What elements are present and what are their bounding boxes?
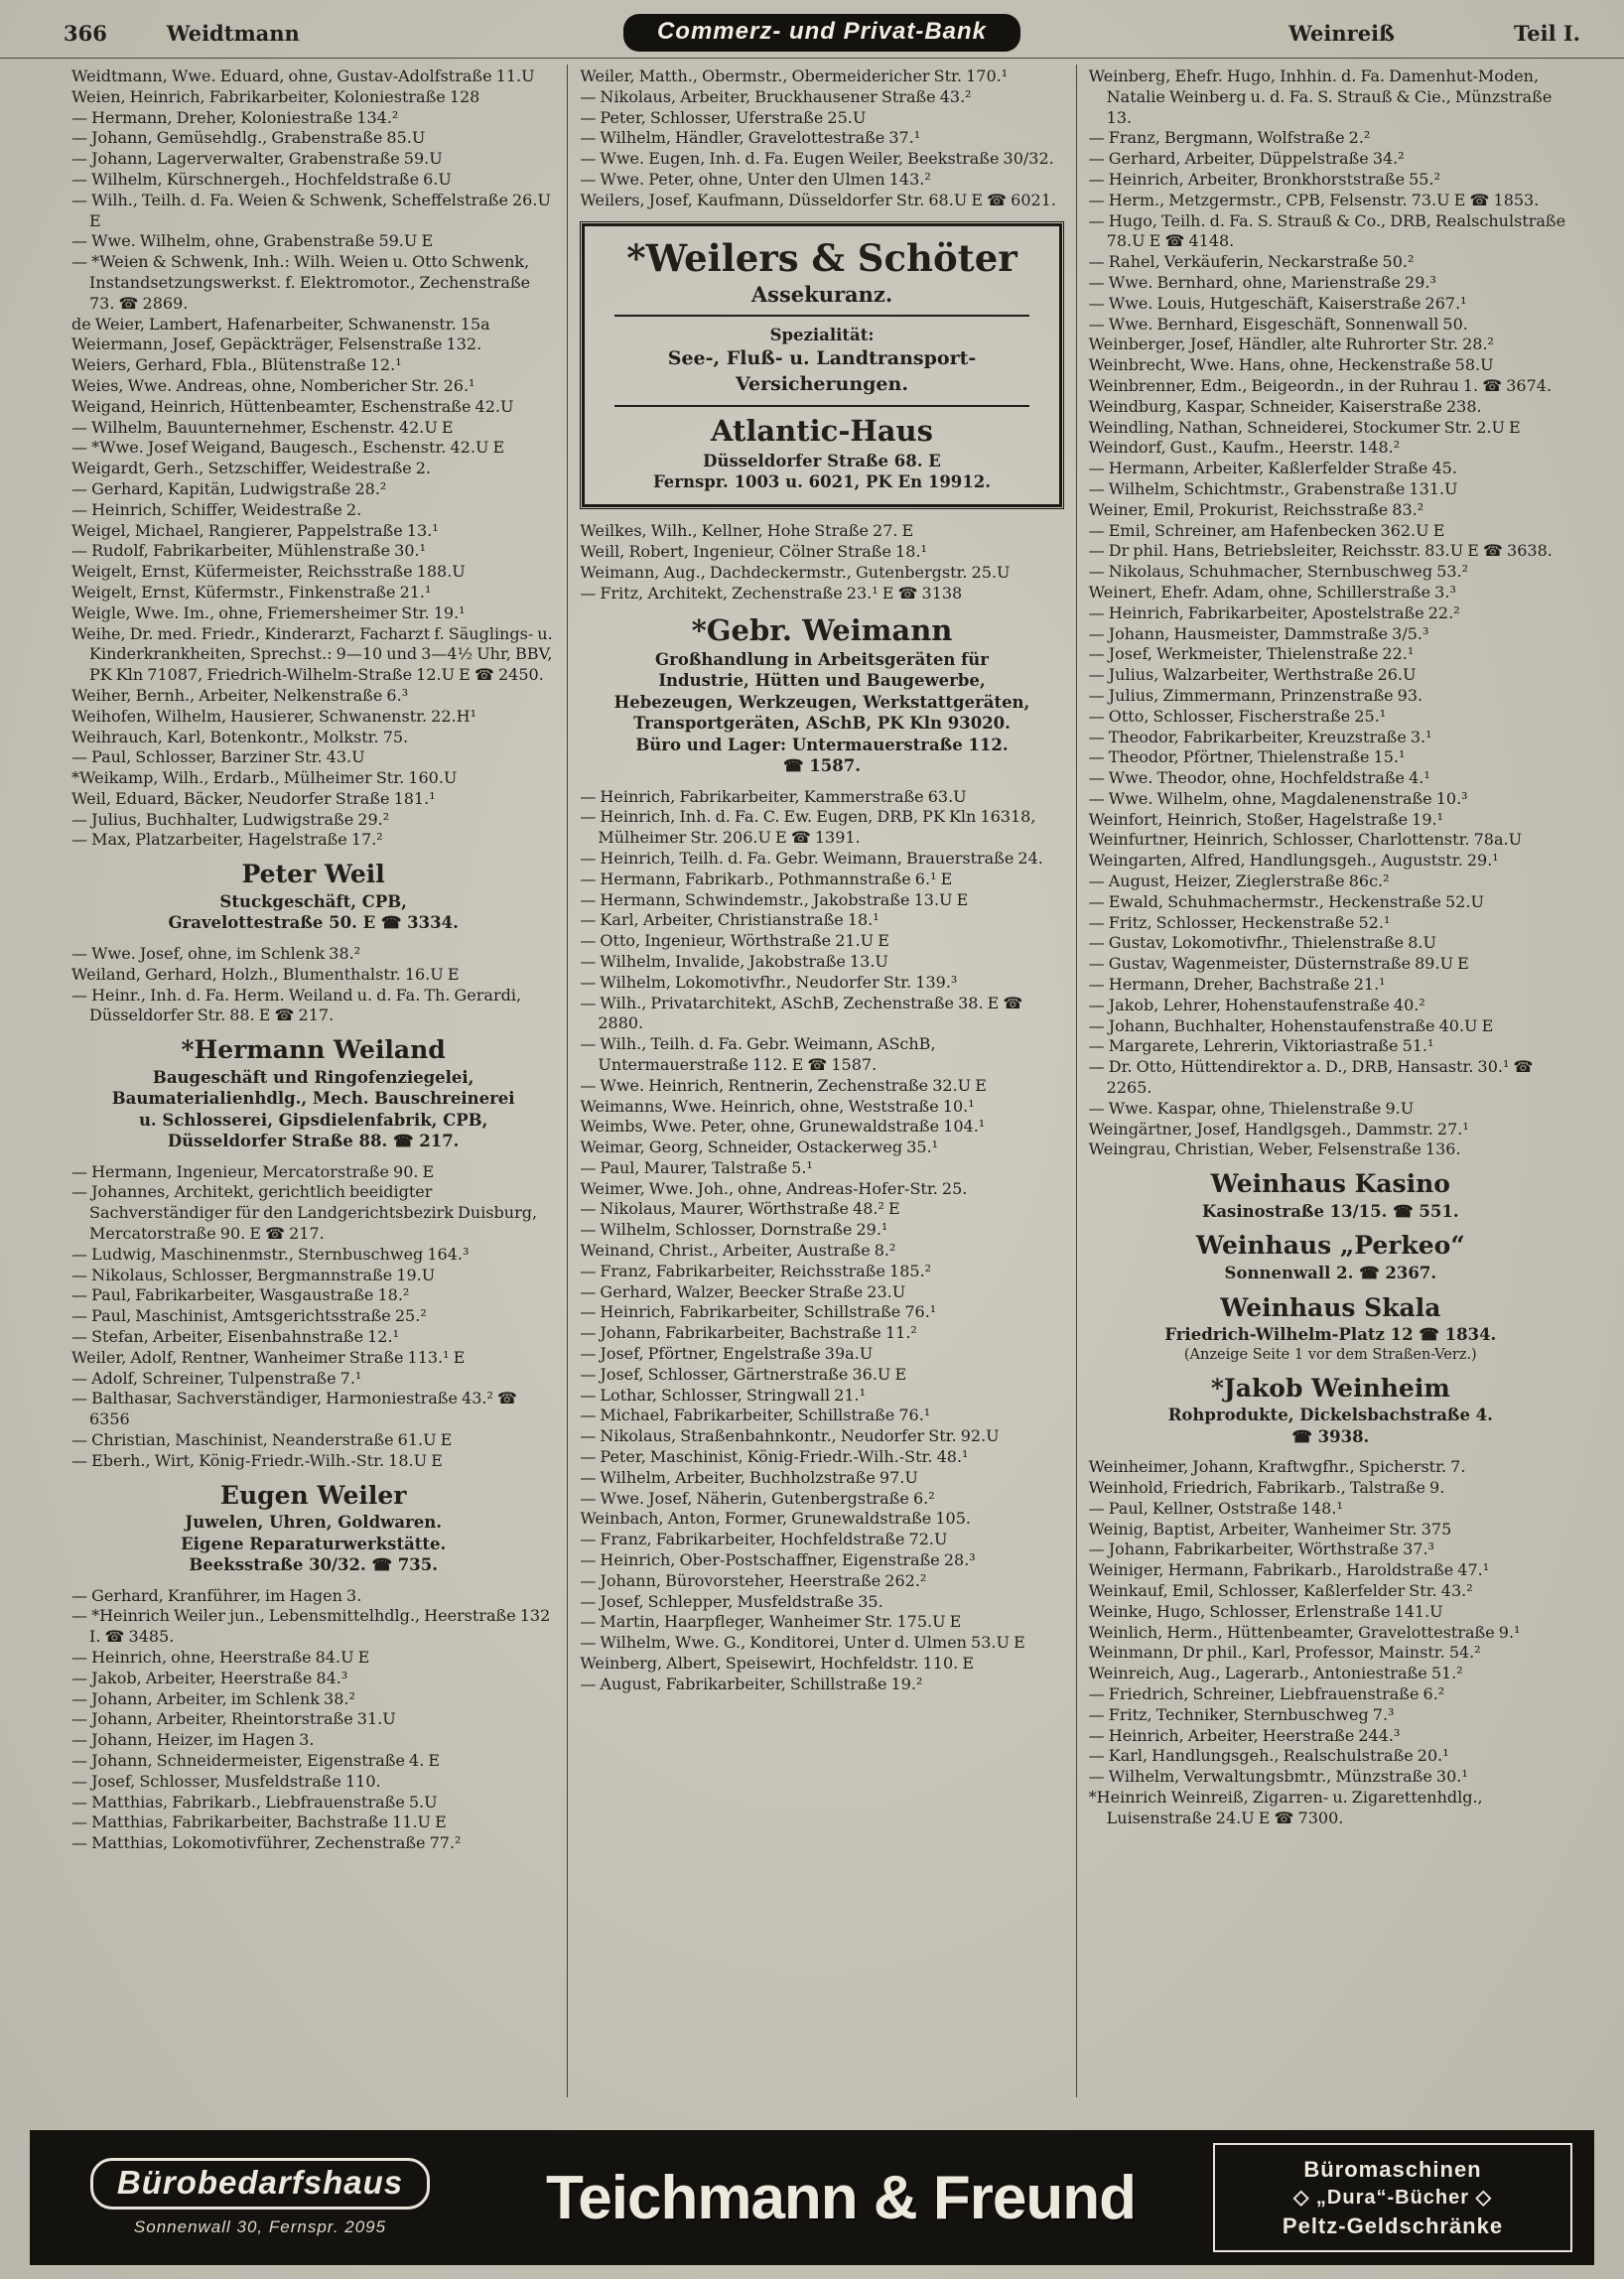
directory-entry: Weinberger, Josef, Händler, alte Ruhrorter Str. 28.²	[1088, 335, 1494, 354]
ad-line: u. Schlosserei, Gipsdielenfabrik, CPB,	[138, 1110, 488, 1130]
directory-entry: — Dr. Otto, Hüttendirektor a. D., DRB, Hansastr. 30.¹ ☎ 2265.	[1088, 1057, 1534, 1098]
ad-line: Weinhaus Kasino	[1210, 1169, 1450, 1199]
ad-line: Weinhaus „Perkeo“	[1195, 1231, 1465, 1261]
directory-entry: — Christian, Maschinist, Neanderstraße 61.U E	[71, 1429, 453, 1449]
ad-line: Eigene Reparaturwerkstätte.	[181, 1534, 447, 1553]
ad-line: Assekuranz.	[750, 282, 893, 308]
directory-entry: — Wwe. Eugen, Inh. d. Fa. Eugen Weiler, Beekstraße 30/32.	[580, 149, 1054, 169]
directory-entry: Weingarten, Alfred, Handlungsgeh., Auguststr. 29.¹	[1088, 851, 1499, 871]
ad-line: *Jakob Weinheim	[1210, 1373, 1450, 1403]
footer-right-line1: Büromaschinen	[1303, 2156, 1482, 2182]
directory-entry: — Gerhard, Walzer, Beecker Straße 23.U	[580, 1281, 906, 1301]
directory-entry: Weigelt, Ernst, Küfermstr., Finkenstraße 21.¹	[71, 582, 432, 602]
directory-entry: — Margarete, Lehrerin, Viktoriastraße 51.¹	[1088, 1036, 1434, 1056]
directory-entry: — Heinrich, Teilh. d. Fa. Gebr. Weimann, Brauerstraße 24.	[580, 848, 1043, 868]
ad-eugen-weiler	[71, 1482, 555, 1576]
directory-entry: Weinheimer, Johann, Kraftwgfhr., Spicherstr. 7.	[1088, 1457, 1466, 1477]
directory-entry: — Wilh., Privatarchitekt, ASchB, Zechenstraße 38. E ☎ 2880.	[580, 993, 1023, 1033]
directory-entry: Weimbs, Wwe. Peter, ohne, Grunewaldstraße 104.¹	[580, 1117, 986, 1137]
directory-entry: — Nikolaus, Straßenbahnkontr., Neudorfer Str. 92.U	[580, 1426, 1000, 1446]
directory-entry: *Weikamp, Wilh., Erdarb., Mülheimer Str. 160.U	[71, 768, 458, 788]
directory-entry: Weiler, Adolf, Rentner, Wanheimer Straße 113.¹ E	[71, 1347, 466, 1367]
directory-entry: — Wilhelm, Arbeiter, Buchholzstraße 97.U	[580, 1467, 918, 1487]
ad-line: Rohprodukte, Dickelsbachstraße 4.	[1167, 1406, 1493, 1425]
directory-entry: — Wilhelm, Händler, Gravelottestraße 37.¹	[580, 128, 921, 148]
directory-entry: — Wilhelm, Verwaltungsbmtr., Münzstraße 30.¹	[1088, 1767, 1468, 1787]
header-banner-text: Commerz- und Privat-Bank	[656, 18, 988, 45]
ad-line: Eugen Weiler	[219, 1480, 407, 1510]
directory-entry: Weiland, Gerhard, Holzh., Blumenthalstr. 16.U E	[71, 964, 460, 984]
directory-entry: Weingrau, Christian, Weber, Felsenstraße 136.	[1088, 1140, 1461, 1159]
directory-entry: Weill, Robert, Ingenieur, Cölner Straße 18.¹	[580, 542, 927, 562]
ad-line: Düsseldorfer Straße 88. ☎ 217.	[167, 1132, 460, 1151]
directory-entry: — Hermann, Dreher, Bachstraße 21.¹	[1088, 975, 1386, 995]
ad-gebr-weimann	[580, 614, 1063, 777]
directory-entry: Weindburg, Kaspar, Schneider, Kaiserstraße 238.	[1088, 396, 1482, 416]
page-header	[0, 0, 1624, 59]
directory-entry: — Heinrich, Inh. d. Fa. C. Ew. Eugen, DRB, PK Kln 16318, Mülheimer Str. 206.U E ☎ 1391.	[580, 807, 1036, 848]
ad-line: Transportgeräten, ASchB, PK Kln 93020.	[633, 714, 1011, 734]
directory-entry: — Rudolf, Fabrikarbeiter, Mühlenstraße 30.¹	[71, 541, 426, 561]
ad-line: (Anzeige Seite 1 vor dem Straßen-Verz.)	[1183, 1346, 1477, 1363]
ad-line: Fernspr. 1003 u. 6021, PK En 19912.	[652, 471, 991, 491]
directory-entry: Weigand, Heinrich, Hüttenbeamter, Eschenstraße 42.U	[71, 396, 514, 416]
ad-line: Versicherungen.	[736, 372, 908, 395]
directory-entry: — Stefan, Arbeiter, Eisenbahnstraße 12.¹	[71, 1326, 399, 1346]
ad-divider	[614, 405, 1028, 407]
directory-entry: Weimann, Aug., Dachdeckermstr., Gutenbergstr. 25.U	[580, 562, 1011, 582]
directory-entry: Weilers, Josef, Kaufmann, Düsseldorfer Str. 68.U E ☎ 6021.	[580, 190, 1056, 209]
footer-right-ad	[1213, 2143, 1572, 2252]
directory-entry: Weinreich, Aug., Lagerarb., Antoniestraße 51.²	[1088, 1664, 1463, 1683]
header-right	[1020, 21, 1580, 46]
directory-entry: — Peter, Maschinist, König-Friedr.-Wilh.-Str. 48.¹	[580, 1447, 969, 1467]
ad-line: Baugeschäft und Ringofenziegelei,	[152, 1067, 474, 1087]
directory-entry: — Hermann, Dreher, Koloniestraße 134.²	[71, 107, 399, 127]
directory-entry: — Johannes, Architekt, gerichtlich beeidigter Sachverständiger für den Landgerichtsbezirk Duisburg, Mercatorstraße 90. E ☎ 217.	[71, 1182, 538, 1243]
directory-entry: — Gerhard, Arbeiter, Düppelstraße 34.²	[1088, 149, 1405, 169]
directory-entry: — Fritz, Schlosser, Heckenstraße 52.¹	[1088, 912, 1391, 932]
ad-weilers-schoeter	[582, 223, 1061, 508]
ad-line: Kasinostraße 13/15. ☎ 551.	[1202, 1201, 1459, 1221]
directory-entry: Weinand, Christ., Arbeiter, Austraße 8.²	[580, 1241, 896, 1261]
directory-entry: Weidtmann, Wwe. Eduard, ohne, Gustav-Adolfstraße 11.U	[71, 67, 535, 85]
ad-line: Düsseldorfer Straße 68. E	[703, 451, 941, 470]
directory-entry: — Franz, Fabrikarbeiter, Hochfeldstraße 72.U	[580, 1530, 948, 1549]
directory-entry: Weinmann, Dr phil., Karl, Professor, Mainstr. 54.²	[1088, 1643, 1481, 1663]
directory-entry: Weiler, Matth., Obermstr., Obermeidericher Str. 170.¹	[580, 67, 1009, 85]
directory-entry: — August, Heizer, Zieglerstraße 86c.²	[1088, 871, 1390, 891]
directory-entry: — Johann, Hausmeister, Dammstraße 3/5.³	[1088, 623, 1429, 643]
directory-entry: — Franz, Fabrikarbeiter, Reichsstraße 185.²	[580, 1261, 932, 1280]
directory-entry: — Fritz, Techniker, Sternbuschweg 7.³	[1088, 1704, 1395, 1724]
directory-entry: — Martin, Haarpfleger, Wanheimer Str. 175.U E	[580, 1612, 962, 1632]
directory-entry: — Wwe. Wilhelm, ohne, Grabenstraße 59.U E	[71, 231, 434, 251]
directory-entry: — Matthias, Lokomotivführer, Zechenstraße 77.²	[71, 1833, 462, 1853]
directory-entry: — Nikolaus, Arbeiter, Bruckhausener Straße 43.²	[580, 86, 972, 106]
directory-entry: Weilkes, Wilh., Kellner, Hohe Straße 27. E	[580, 521, 914, 541]
directory-entry: — *Weien & Schwenk, Inh.: Wilh. Weien u. Otto Schwenk, Instandsetzungswerkst. f. Elektromotor., Zechenstraße 73. ☎ 2869.	[71, 252, 531, 313]
header-left	[64, 21, 623, 46]
directory-entry: — Wwe. Josef, Näherin, Gutenbergstraße 6.²	[580, 1488, 935, 1508]
ad-divider	[614, 315, 1028, 317]
directory-entry: — Hermann, Arbeiter, Kaßlerfelder Straße 45.	[1088, 459, 1457, 478]
directory-entry: — Michael, Fabrikarbeiter, Schillstraße 76.¹	[580, 1406, 931, 1425]
directory-entry: — Paul, Kellner, Oststraße 148.¹	[1088, 1498, 1343, 1518]
directory-entry: — Heinrich, Fabrikarbeiter, Schillstraße 76.¹	[580, 1302, 937, 1322]
directory-entry: — Gerhard, Kapitän, Ludwigstraße 28.²	[71, 478, 387, 498]
ad-line: *Weilers & Schöter	[626, 235, 1017, 280]
directory-entry: — Julius, Walzarbeiter, Werthstraße 26.U	[1088, 665, 1417, 685]
directory-entry: Weiher, Bernh., Arbeiter, Nelkenstraße 6.³	[71, 685, 409, 705]
directory-entry: Weihe, Dr. med. Friedr., Kinderarzt, Facharzt f. Säuglings- u. Kinderkrankheiten, Sprechst.: 9—10 und 3—4½ Uhr, BBV, PK Kln 71087, Friedrich-Wilhelm-Straße 12.U E ☎ 2450.	[71, 623, 553, 685]
directory-entry: — Paul, Fabrikarbeiter, Wasgaustraße 18.²	[71, 1285, 410, 1305]
directory-entry: Weindling, Nathan, Schneiderei, Stockumer Str. 2.U E	[1088, 417, 1521, 437]
page-number: 366	[64, 20, 107, 46]
directory-entry: — Matthias, Fabrikarb., Liebfrauenstraße 5.U	[71, 1792, 438, 1811]
directory-entry: Weinhold, Friedrich, Fabrikarb., Talstraße 9.	[1088, 1478, 1445, 1498]
directory-entry: — Josef, Pförtner, Engelstraße 39a.U	[580, 1344, 874, 1364]
directory-entry: — Wilhelm, Lokomotivfhr., Neudorfer Str. 139.³	[580, 972, 958, 992]
header-part-label: Teil I.	[1514, 20, 1580, 46]
directory-entry: — Johann, Arbeiter, im Schlenk 38.²	[71, 1688, 355, 1708]
directory-entry: Weinert, Ehefr. Adam, ohne, Schillerstraße 3.³	[1088, 582, 1456, 602]
directory-entry: — Wwe. Heinrich, Rentnerin, Zechenstraße 32.U E	[580, 1075, 987, 1095]
directory-entry: — Ewald, Schuhmachermstr., Heckenstraße 52.U	[1088, 891, 1484, 911]
directory-entry: — Josef, Schlosser, Gärtnerstraße 36.U E	[580, 1364, 907, 1384]
directory-entry: — Peter, Schlosser, Uferstraße 25.U	[580, 107, 867, 127]
directory-entry: de Weier, Lambert, Hafenarbeiter, Schwanenstr. 15a	[71, 314, 490, 334]
directory-entry: — Gustav, Wagenmeister, Düsternstraße 89.U E	[1088, 954, 1469, 974]
directory-entry: — Johann, Buchhalter, Hohenstaufenstraße 40.U E	[1088, 1015, 1494, 1035]
directory-entry: — Johann, Lagerverwalter, Grabenstraße 59.U	[71, 149, 443, 169]
directory-entry: Weinberg, Ehefr. Hugo, Inhhin. d. Fa. Damenhut-Moden, Natalie Weinberg u. d. Fa. S. Strauß & Cie., Münzstraße 13.	[1088, 67, 1553, 127]
directory-entry: — Wilh., Teilh. d. Fa. Weien & Schwenk, Scheffelstraße 26.U E	[71, 190, 551, 230]
directory-entry: Weiers, Gerhard, Fbla., Blütenstraße 12.¹	[71, 355, 402, 375]
directory-entry: — Heinrich, Fabrikarbeiter, Kammerstraße 63.U	[580, 786, 967, 806]
ad-line: Spezialität:	[769, 326, 875, 345]
directory-entry: Weigel, Michael, Rangierer, Pappelstraße 13.¹	[71, 520, 439, 540]
header-guide-left: Weidtmann	[166, 20, 300, 46]
ad-jakob-weinheim	[1089, 1375, 1572, 1448]
ad-line: Baumaterialienhdlg., Mech. Bauschreinerei	[111, 1089, 515, 1109]
directory-entry: — Lothar, Schlosser, Stringwall 21.¹	[580, 1385, 867, 1405]
directory-entry: *Heinrich Weinreiß, Zigarren- u. Zigarettenhdlg., Luisenstraße 24.U E ☎ 7300.	[1088, 1788, 1483, 1827]
directory-entry: — Eberh., Wirt, König-Friedr.-Wilh.-Str. 18.U E	[71, 1450, 443, 1470]
directory-entry: — Nikolaus, Schlosser, Bergmannstraße 19.U	[71, 1265, 436, 1284]
directory-entry: — Julius, Zimmermann, Prinzenstraße 93.	[1088, 685, 1423, 705]
directory-entry: — Hermann, Ingenieur, Mercatorstraße 90. E	[71, 1161, 435, 1181]
directory-entry: Weinberg, Albert, Speisewirt, Hochfeldstr. 110. E	[580, 1654, 974, 1674]
directory-entry: Weihrauch, Karl, Botenkontr., Molkstr. 75.	[71, 727, 409, 746]
directory-entry: — Johann, Fabrikarbeiter, Wörthstraße 37.³	[1088, 1540, 1434, 1559]
ad-line: Gravelottestraße 50. E ☎ 3334.	[168, 913, 459, 933]
directory-entry: — Johann, Bürovorsteher, Heerstraße 262.²	[580, 1570, 927, 1590]
directory-entry: — Otto, Ingenieur, Wörthstraße 21.U E	[580, 931, 889, 951]
directory-entry: Weinbach, Anton, Former, Grunewaldstraße 105.	[580, 1509, 971, 1529]
directory-entry: — Wwe. Bernhard, ohne, Marienstraße 29.³	[1088, 272, 1436, 292]
directory-entry: Weigardt, Gerh., Setzschiffer, Weidestraße 2.	[71, 459, 432, 478]
directory-entry: Weinfurtner, Heinrich, Schlosser, Charlottenstr. 78a.U	[1088, 830, 1523, 850]
directory-entry: — Wilhelm, Schlosser, Dornstraße 29.¹	[580, 1220, 888, 1240]
ad-line: Friedrich-Wilhelm-Platz 12 ☎ 1834.	[1164, 1325, 1497, 1345]
directory-entry: — Heinrich, Ober-Postschaffner, Eigenstraße 28.³	[580, 1550, 976, 1570]
directory-entry: — Paul, Maurer, Talstraße 5.¹	[580, 1157, 813, 1177]
ad-line: Atlantic-Haus	[710, 414, 933, 449]
directory-entry: — Wwe. Theodor, ohne, Hochfeldstraße 4.¹	[1088, 768, 1430, 788]
ad-hermann-weiland	[71, 1036, 555, 1152]
directory-entry: — Heinrich, Fabrikarbeiter, Apostelstraße 22.²	[1088, 603, 1460, 622]
directory-entry: — Nikolaus, Maurer, Wörthstraße 48.² E	[580, 1199, 900, 1219]
directory-entry: — Max, Platzarbeiter, Hagelstraße 17.²	[71, 830, 383, 850]
directory-entry: — Gerhard, Kranführer, im Hagen 3.	[71, 1585, 362, 1605]
directory-entry: — Adolf, Schreiner, Tulpenstraße 7.¹	[71, 1368, 362, 1388]
ad-line: Juwelen, Uhren, Goldwaren.	[185, 1513, 442, 1533]
ad-line: Stuckgeschäft, CPB,	[219, 892, 407, 912]
directory-entry: Weimanns, Wwe. Heinrich, ohne, Weststraße 10.¹	[580, 1096, 975, 1116]
directory-entry: Weiermann, Josef, Gepäckträger, Felsenstraße 132.	[71, 335, 482, 354]
directory-entry: — Matthias, Fabrikarbeiter, Bachstraße 11.U E	[71, 1812, 447, 1832]
directory-entry: — Paul, Maschinist, Amtsgerichtsstraße 25.²	[71, 1306, 427, 1326]
directory-entry: — Wwe. Josef, ohne, im Schlenk 38.²	[71, 943, 361, 963]
directory-entry: — Wwe. Wilhelm, ohne, Magdalenenstraße 10.³	[1088, 788, 1468, 808]
directory-entry: Weihofen, Wilhelm, Hausierer, Schwanenstr. 22.H¹	[71, 706, 476, 726]
directory-entry: — Balthasar, Sachverständiger, Harmoniestraße 43.² ☎ 6356	[71, 1389, 517, 1429]
footer-left-subtitle: Sonnenwall 30, Fernspr. 2095	[133, 2217, 387, 2236]
directory-entry: — Wwe. Bernhard, Eisgeschäft, Sonnenwall 50.	[1088, 314, 1468, 334]
directory-entry: Weiniger, Hermann, Fabrikarb., Haroldstraße 47.¹	[1088, 1560, 1490, 1580]
ad-line: Peter Weil	[241, 860, 385, 889]
directory-entry: Weinig, Baptist, Arbeiter, Wanheimer Str. 375	[1088, 1519, 1452, 1539]
directory-entry: — Nikolaus, Schuhmacher, Sternbuschweg 53.²	[1088, 562, 1469, 582]
header-guide-right: Weinreiß	[1288, 20, 1396, 46]
directory-entry: — Franz, Bergmann, Wolfstraße 2.²	[1088, 128, 1371, 148]
directory-entry: — Ludwig, Maschinenmstr., Sternbuschweg 164.³	[71, 1244, 470, 1264]
ad-weinhaus-skala	[1089, 1294, 1572, 1365]
directory-entry: — Emil, Schreiner, am Hafenbecken 362.U E	[1088, 520, 1445, 540]
directory-entry: Weinkauf, Emil, Schlosser, Kaßlerfelder Str. 43.²	[1088, 1581, 1473, 1601]
directory-entry: — Johann, Gemüsehdlg., Grabenstraße 85.U	[71, 128, 426, 148]
directory-entry: — Wilhelm, Bauunternehmer, Eschenstr. 42.U E	[71, 417, 454, 437]
directory-entry: Weinlich, Herm., Hüttenbeamter, Gravelottestraße 9.¹	[1088, 1622, 1521, 1642]
directory-entry: — Heinrich, ohne, Heerstraße 84.U E	[71, 1648, 370, 1667]
ad-line: Beeksstraße 30/32. ☎ 735.	[189, 1555, 438, 1575]
directory-entry: — Gustav, Lokomotivfhr., Thielenstraße 8.U	[1088, 933, 1436, 953]
directory-entry: Weigelt, Ernst, Küfermeister, Reichsstraße 188.U	[71, 562, 466, 582]
directory-entry: — Theodor, Pförtner, Thielenstraße 15.¹	[1088, 747, 1406, 767]
directory-entry: Weinke, Hugo, Schlosser, Erlenstraße 141.U	[1088, 1601, 1443, 1621]
ad-peter-weil	[71, 861, 555, 934]
footer-left-ad	[52, 2158, 469, 2237]
ad-weinhaus-kasino	[1089, 1170, 1572, 1222]
directory-entry: — Josef, Schlepper, Musfeldstraße 35.	[580, 1591, 883, 1611]
directory-entry: — Jakob, Arbeiter, Heerstraße 84.³	[71, 1668, 348, 1687]
ad-line: ☎ 3938.	[1291, 1426, 1370, 1446]
directory-entry: — Otto, Schlosser, Fischerstraße 25.¹	[1088, 706, 1387, 726]
ad-line: Hebezeugen, Werkzeugen, Werkstattgeräten,	[613, 692, 1030, 712]
header-ad-banner	[623, 14, 1020, 52]
ad-line: Großhandlung in Arbeitsgeräten für	[655, 649, 989, 669]
directory-entry: — Karl, Handlungsgeh., Realschulstraße 20.¹	[1088, 1746, 1449, 1766]
directory-entry: — Wwe. Kaspar, ohne, Thielenstraße 9.U	[1088, 1098, 1415, 1118]
directory-entry: — Wilhelm, Wwe. G., Konditorei, Unter d. Ulmen 53.U E	[580, 1633, 1025, 1653]
ad-line: *Hermann Weiland	[181, 1035, 446, 1065]
directory-entry: — Heinrich, Arbeiter, Heerstraße 244.³	[1088, 1725, 1401, 1745]
directory-entry: — August, Fabrikarbeiter, Schillstraße 19.²	[580, 1674, 923, 1693]
directory-entry: — Heinrich, Schiffer, Weidestraße 2.	[71, 499, 362, 519]
directory-entry: — Karl, Arbeiter, Christianstraße 18.¹	[580, 910, 880, 930]
ad-line: ☎ 1587.	[783, 756, 861, 776]
directory-entry: — Wwe. Peter, ohne, Unter den Ulmen 143.²	[580, 169, 931, 189]
directory-entry: — Hermann, Schwindemstr., Jakobstraße 13.U E	[580, 889, 969, 909]
directory-entry: Weimer, Wwe. Joh., ohne, Andreas-Hofer-Str. 25.	[580, 1178, 968, 1198]
directory-entry: Weien, Heinrich, Fabrikarbeiter, Koloniestraße 128	[71, 86, 480, 106]
directory-entry: Weiner, Emil, Prokurist, Reichsstraße 83.²	[1088, 499, 1424, 519]
directory-entry: — *Heinrich Weiler jun., Lebensmittelhdlg., Heerstraße 132 I. ☎ 3485.	[71, 1606, 551, 1647]
directory-entry: — Johann, Fabrikarbeiter, Bachstraße 11.²	[580, 1323, 917, 1343]
directory-entry: Weil, Eduard, Bäcker, Neudorfer Straße 181.¹	[71, 788, 436, 808]
directory-entry: — Josef, Werkmeister, Thielenstraße 22.¹	[1088, 644, 1415, 664]
footer-right-line2: ◇ „Dura“-Bücher ◇	[1292, 2186, 1492, 2209]
directory-entry: — Friedrich, Schreiner, Liebfrauenstraße 6.²	[1088, 1684, 1445, 1704]
directory-entry: — Johann, Schneidermeister, Eigenstraße 4. E	[71, 1750, 441, 1770]
directory-entry: — Dr phil. Hans, Betriebsleiter, Reichsstr. 83.U E ☎ 3638.	[1088, 541, 1553, 561]
directory-entry: — Johann, Arbeiter, Rheintorstraße 31.U	[71, 1709, 396, 1729]
directory-entry: — Rahel, Verkäuferin, Neckarstraße 50.²	[1088, 252, 1415, 272]
directory-entry: — Herm., Metzgermstr., CPB, Felsenstr. 73.U E ☎ 1853.	[1088, 190, 1540, 209]
directory-entry: — Johann, Heizer, im Hagen 3.	[71, 1730, 315, 1750]
column-2	[567, 65, 1075, 2097]
directory-entry: — Wwe. Louis, Hutgeschäft, Kaiserstraße 267.¹	[1088, 293, 1467, 313]
directory-entry: — Hermann, Fabrikarb., Pothmannstraße 6.¹ E	[580, 869, 953, 888]
directory-entry: — Heinr., Inh. d. Fa. Herm. Weiland u. d. Fa. Th. Gerardi, Düsseldorfer Str. 88. E ☎ 217.	[71, 985, 522, 1025]
footer-right-line3: Peltz-Geldschränke	[1282, 2212, 1504, 2238]
directory-entry: Weinfort, Heinrich, Stoßer, Hagelstraße 19.¹	[1088, 809, 1444, 829]
directory-entry: Weingärtner, Josef, Handlgsgeh., Dammstr. 27.¹	[1088, 1119, 1469, 1139]
directory-entry: — *Wwe. Josef Weigand, Baugesch., Eschenstr. 42.U E	[71, 438, 505, 458]
footer-center-title: Teichmann & Freund	[545, 2163, 1136, 2232]
directory-entry: — Wilhelm, Kürschnergeh., Hochfeldstraße 6.U	[71, 169, 452, 189]
ad-line: See-, Fluß- u. Landtransport-	[667, 346, 977, 369]
directory-entry: — Heinrich, Arbeiter, Bronkhorststraße 55.²	[1088, 169, 1440, 189]
ad-line: *Gebr. Weimann	[691, 612, 953, 647]
directory-entry: — Fritz, Architekt, Zechenstraße 23.¹ E ☎ 3138	[580, 583, 963, 603]
column-3	[1076, 65, 1584, 2097]
column-1	[60, 65, 567, 2097]
ad-line: Industrie, Hütten und Baugewerbe,	[658, 671, 986, 691]
footer-left-title: Bürobedarfshaus	[90, 2158, 430, 2210]
directory-entry: Weindorf, Gust., Kaufm., Heerstr. 148.²	[1088, 438, 1401, 458]
directory-entry: — Julius, Buchhalter, Ludwigstraße 29.²	[71, 809, 390, 829]
ad-line: Büro und Lager: Untermauerstraße 112.	[635, 735, 1009, 754]
directory-entry: — Hugo, Teilh. d. Fa. S. Strauß & Co., DRB, Realschulstraße 78.U E ☎ 4148.	[1088, 210, 1566, 251]
directory-entry: — Josef, Schlosser, Musfeldstraße 110.	[71, 1771, 381, 1791]
ad-line: Weinhaus Skala	[1220, 1292, 1441, 1322]
ad-weinhaus-perkeo	[1089, 1232, 1572, 1283]
directory-entry: Weies, Wwe. Andreas, ohne, Nombericher Str. 26.¹	[71, 375, 475, 395]
directory-columns	[0, 59, 1624, 2097]
directory-entry: Weinbrecht, Wwe. Hans, ohne, Heckenstraße 58.U	[1088, 355, 1494, 375]
directory-entry: Weinbrenner, Edm., Beigeordn., in der Ruhrau 1. ☎ 3674.	[1088, 375, 1553, 395]
directory-entry: — Wilhelm, Schichtmstr., Grabenstraße 131.U	[1088, 478, 1458, 498]
directory-entry: — Wilh., Teilh. d. Fa. Gebr. Weimann, ASchB, Untermauerstraße 112. E ☎ 1587.	[580, 1034, 936, 1074]
directory-entry: Weigle, Wwe. Im., ohne, Friemersheimer Str. 19.¹	[71, 603, 466, 622]
directory-entry: — Wilhelm, Invalide, Jakobstraße 13.U	[580, 951, 888, 971]
directory-entry: — Theodor, Fabrikarbeiter, Kreuzstraße 3.¹	[1088, 727, 1432, 746]
footer-ad-banner	[30, 2130, 1594, 2265]
ad-line: Sonnenwall 2. ☎ 2367.	[1224, 1264, 1437, 1283]
directory-entry: — Jakob, Lehrer, Hohenstaufenstraße 40.²	[1088, 995, 1425, 1014]
directory-entry: Weimar, Georg, Schneider, Ostackerweg 35.¹	[580, 1138, 939, 1157]
directory-entry: — Paul, Schlosser, Barziner Str. 43.U	[71, 747, 365, 767]
